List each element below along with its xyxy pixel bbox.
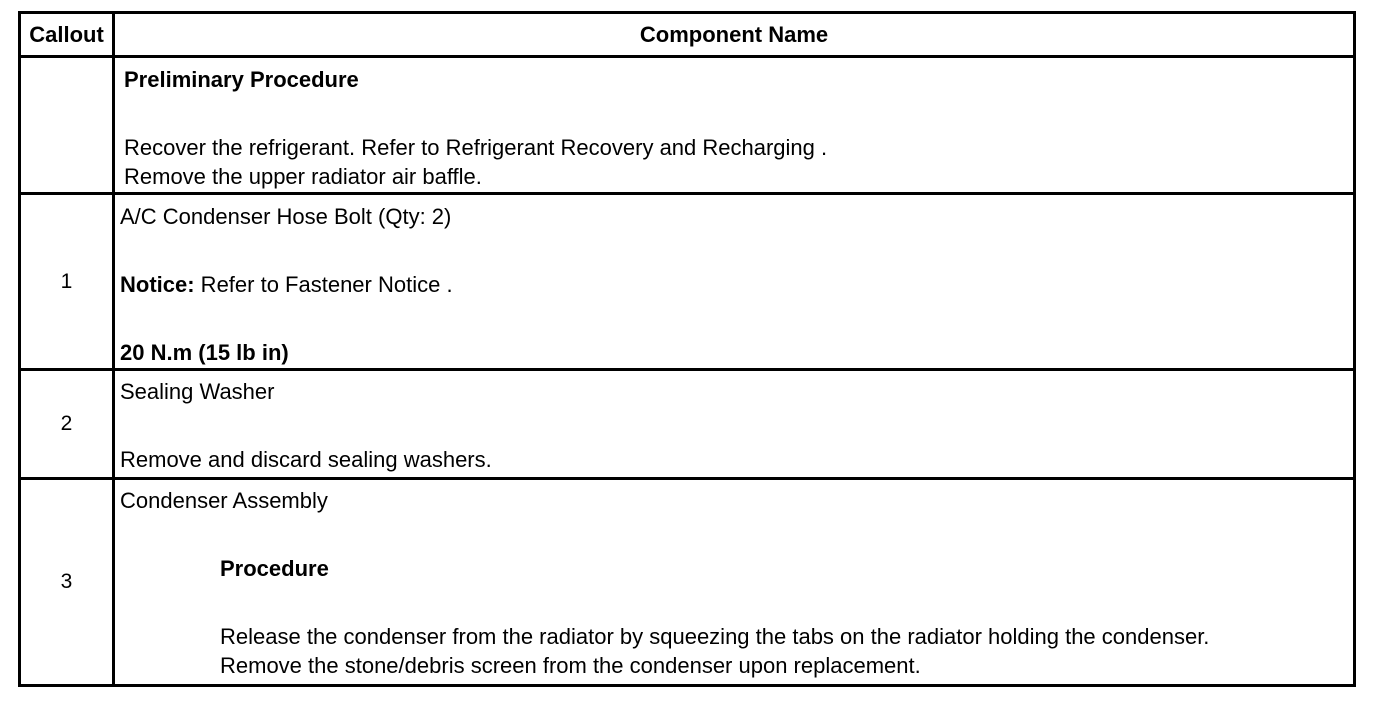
component-cell-1 — [115, 195, 1353, 368]
table-row-3 — [21, 477, 1353, 684]
preliminary-callout-cell — [21, 58, 115, 192]
component-name: Sealing Washer — [120, 379, 275, 404]
table-row-1 — [21, 192, 1353, 368]
component-note: Remove and discard sealing washers. — [120, 447, 492, 472]
notice-label: Notice: — [120, 272, 195, 297]
spacer — [120, 299, 1353, 338]
spacer — [120, 231, 1353, 270]
spacer — [124, 94, 1353, 133]
spacer — [120, 583, 1353, 622]
spacer — [120, 515, 1353, 554]
component-name-column-header: Component Name — [639, 22, 829, 47]
notice-text: Refer to Fastener Notice . — [194, 272, 453, 297]
preliminary-procedure-row — [21, 55, 1353, 192]
callout-number: 2 — [21, 371, 115, 477]
notice-line — [120, 270, 1353, 299]
torque-spec: 20 N.m (15 lb in) — [120, 340, 289, 365]
procedure-step-2: Remove the stone/debris screen from the condenser upon replacement. — [220, 653, 921, 678]
component-cell-3 — [115, 480, 1353, 684]
spacer — [120, 406, 1353, 445]
table-header-row — [21, 14, 1353, 55]
component-table — [18, 11, 1356, 687]
table-row-2 — [21, 368, 1353, 477]
component-cell-2 — [115, 371, 1353, 477]
callout-column-header: Callout — [21, 14, 115, 55]
preliminary-step-2: Remove the upper radiator air baffle. — [124, 164, 482, 189]
procedure-step-1: Release the condenser from the radiator by squeezing the tabs on the radiator holding the condenser. — [220, 624, 1210, 649]
component-name: Condenser Assembly — [120, 488, 328, 513]
preliminary-title: Preliminary Procedure — [124, 67, 359, 92]
procedure-title: Procedure — [220, 556, 329, 581]
preliminary-step-1: Recover the refrigerant. Refer to Refrigerant Recovery and Recharging . — [124, 135, 828, 160]
preliminary-content-cell — [115, 58, 1353, 192]
callout-number: 1 — [21, 195, 115, 368]
callout-number: 3 — [21, 480, 115, 684]
component-name: A/C Condenser Hose Bolt (Qty: 2) — [120, 204, 452, 229]
